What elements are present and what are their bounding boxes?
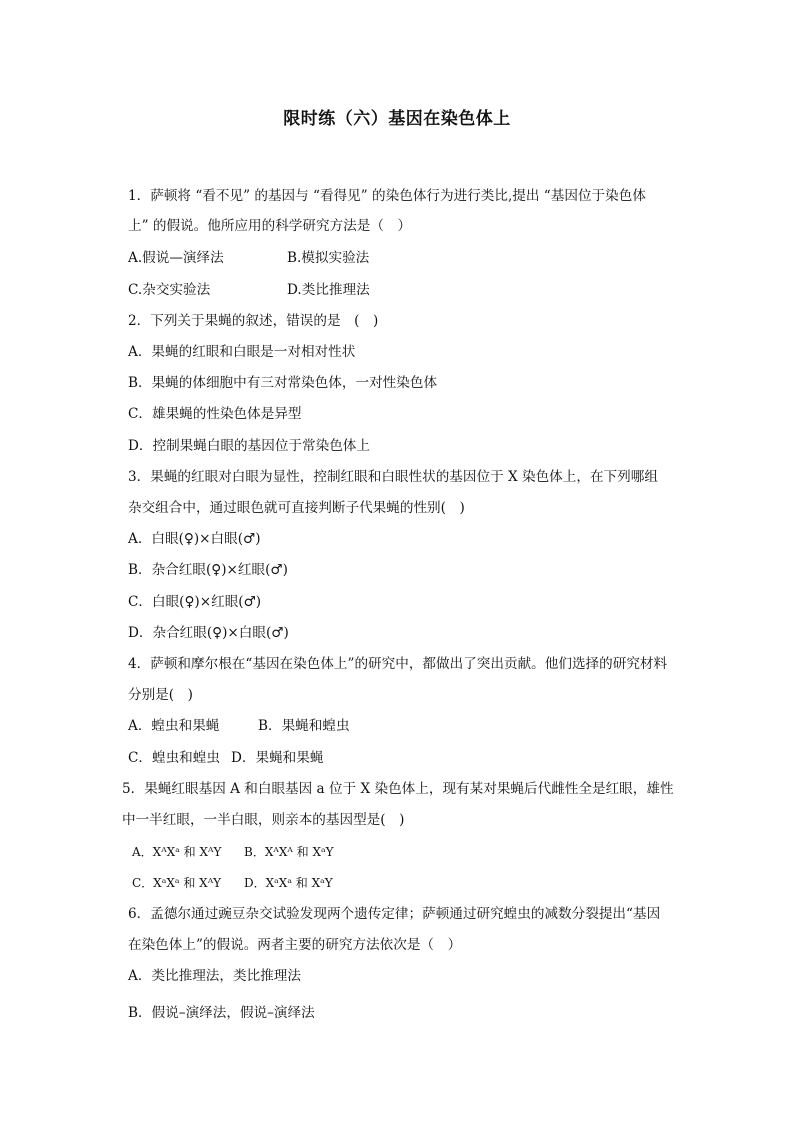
q5-stem-line-1: 5．果蝇红眼基因 A 和白眼基因 a 位于 X 染色体上，现有某对果蝇后代雌性全是红眼，雄性	[122, 781, 674, 797]
q2-stem: 2．下列关于果蝇的叙述，错误的是 ( )	[128, 313, 379, 329]
q3-option-d: D．杂合红眼(♀)×白眼(♂)	[128, 625, 289, 641]
q6-stem-line-1: 6．孟德尔通过豌豆杂交试验发现两个遗传定律；萨顿通过研究蝗虫的减数分裂提出“基因	[128, 906, 661, 922]
q4-option-d: D．果蝇和果蝇	[231, 750, 324, 766]
q1-option-d: D.类比推理法	[287, 282, 370, 298]
q3-stem-line-2: 杂交组合中，通过眼色就可直接判断子代果蝇的性别( )	[128, 500, 465, 516]
q1-stem-line-1: 1．萨顿将 “看不见” 的基因与 “看得见” 的染色体行为进行类比,提出 “基因位于染色体	[128, 188, 646, 204]
q2-option-d: D．控制果蝇白眼的基因位于常染色体上	[128, 438, 370, 454]
q6-option-a: A．类比推理法，类比推理法	[128, 968, 301, 984]
q2-option-a: A．果蝇的红眼和白眼是一对相对性状	[128, 344, 356, 360]
q3-option-a: A．白眼(♀)×白眼(♂)	[128, 531, 261, 547]
q4-stem-line-1: 4．萨顿和摩尔根在“基因在染色体上”的研究中，都做出了突出贡献。他们选择的研究材料	[128, 656, 668, 672]
q4-stem-line-2: 分别是( )	[128, 687, 193, 703]
q2-option-c: C．雄果蝇的性染色体是异型	[128, 406, 302, 422]
q1-option-a: A.假说—演绎法	[128, 250, 224, 266]
q4-option-a: A．蝗虫和果蝇	[128, 718, 220, 734]
q1-option-b: B.模拟实验法	[287, 250, 370, 266]
q2-option-b: B．果蝇的体细胞中有三对常染色体，一对性染色体	[128, 375, 438, 391]
q3-stem-line-1: 3．果蝇的红眼对白眼为显性，控制红眼和白眼性状的基因位于 X 染色体上，在下列哪组	[128, 469, 658, 485]
q4-option-c: C．蝗虫和蝗虫	[128, 750, 220, 766]
q6-option-b: B．假说–演绎法，假说–演绎法	[128, 1005, 315, 1021]
q5-option-a: A．XᴬXᵃ 和 XᴬY	[132, 845, 222, 859]
q6-stem-line-2: 在染色体上”的假说。两者主要的研究方法依次是（ ）	[128, 937, 462, 953]
q1-stem-line-2: 上” 的假说。他所应用的科学研究方法是（ ）	[128, 218, 412, 234]
q5-option-c: C．XᵃXᵃ 和 XᴬY	[132, 876, 222, 890]
q5-stem-line-2: 中一半红眼，一半白眼，则亲本的基因型是( )	[122, 812, 405, 828]
page-title: 限时练（六）基因在染色体上	[283, 109, 511, 129]
q5-option-b: B．XᴬXᴬ 和 XᵃY	[244, 845, 334, 859]
q3-option-b: B．杂合红眼(♀)×红眼(♂)	[128, 562, 288, 578]
q4-option-b: B．果蝇和蝗虫	[258, 718, 350, 734]
q3-option-c: C．白眼(♀)×红眼(♂)	[128, 594, 262, 610]
q5-option-d: D．XᵃXᵃ 和 XᵃY	[244, 876, 333, 890]
q1-option-c: C.杂交实验法	[128, 282, 211, 298]
